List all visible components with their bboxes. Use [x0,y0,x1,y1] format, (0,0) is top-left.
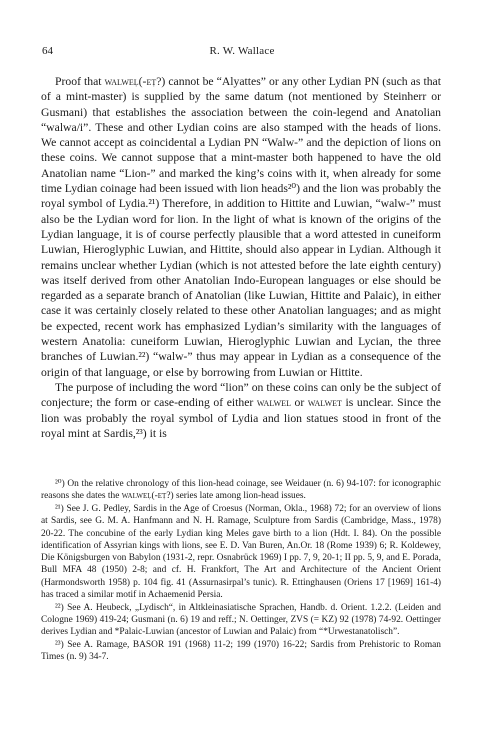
footnote-23: ²³) See A. Ramage, BASOR 191 (1968) 11-2; 199 (1970) 16-22; Sardis from Prehistoric to Roman Times (n. 9) 34-7. [41,639,441,662]
running-head: R. W. Wallace [209,45,275,57]
footnotes [41,478,441,664]
footnote-21: ²¹) See J. G. Pedley, Sardis in the Age of Croesus (Norman, Okla., 1968) 72; for an overview of lions at Sardis, see G. M. A. Hanfmann and N. H. Ramage, Sculpture from Sardis (Cambridge, Mass., 1978) 20-22. The concubine of the early Lydian king Meles gave birth to a lion (Hdt. I. 84). On the possible identification of Assyrian kings with lions, see E. D. Van Buren, An.Or. 18 (Rome 1939) 6; R. Koldewey, Die Königsburgen von Babylon (1931-2, repr. Osnabrück 1969) I pp. 7, 9, 20-1; II pp. 5, 9, and E. Porada, Bull MFA 48 (1950) 2-8; and cf. H. Frankfort, The Art and Architecture of the Ancient Orient (Harmondsworth 1958) p. 104 fig. 41 (Assurnasirpal’s tunic). R. Ettinghausen (Oriens 17 [1969] 161-4) has traced a similar motif in Achaemenid Persia. [41,504,441,600]
body-paragraph: Proof that walweḷ(-eṭ?) cannot be “Alyattes” or any other Lydian PN (such as that of a mint-master) is supplied by the same datum (not mentioned by Steinherr or Gusmani) that establishes the association between the coin-legend and Anatolian “walwa/i”. These and other Lydian coins are also stamped with the heads of lions. We cannot accept as coincidental a Lydian PN “Walw-” and the depiction of lions on these coins. We cannot suppose that a mint-master both happened to have the old Anatolian name “Lion-” and marked the king’s coins with it, when already for some time Lydian coinage had been issued with lion heads²⁰) and the lion was probably the royal symbol of Lydia.²¹) Therefore, in addition to Hittite and Luwian, “walw-” must also be the Lydian word for lion. In the light of what is known of the origins of the Lydian language, it is of course perfectly plausible that a word attested in cuneiform Luwian, Hieroglyphic Luwian, and Hittite, should also appear in Lydian. Although it remains unclear whether Lydian (which is not attested before the late eighth century) was itself derived from other Anatolian Indo-European languages or else should be regarded as a separate branch of Anatolian (like Luwian, Hittite and Palaic), in either case it was certainly closely related to these other Anatolian languages; and as might be expected, recent work has emphasized Lydian’s similarity with the languages of western Anatolia: cuneiform Luwian, Hieroglyphic Luwian and Lycian, the three branches of Luwian.²²) “walw-” thus may appear in Lydian as a consequence of the origin of that language, or else by borrowing from Luwian or Hittite. [41,75,441,379]
footnote-22: ²²) See A. Heubeck, „Lydisch“, in Altkleinasiatische Sprachen, Handb. d. Orient. 1.2.2. (Leiden and Cologne 1969) 419-24; Gusmani (n. 6) 19 and reff.; N. Oettinger, ZVS (= KZ) 92 (1978) 74-92. Oettinger derives Lydian and *Palaic-Luwian (ancestor of Luwian and Palaic) from “*Urwestanatolisch”. [41,602,441,637]
coin-legend: walwel [256,396,291,410]
body-text [41,74,441,441]
coin-legend: walweḷ(-eṭ?) [104,75,166,88]
coin-legend: walweḷ(-eṭ?) [121,491,174,502]
coin-legend: walwet [307,396,342,410]
page-number: 64 [42,45,53,57]
footnote-20: ²⁰) On the relative chronology of this lion-head coinage, see Weidauer (n. 6) 94-107: for iconographic reasons she dates the walweḷ(-eṭ?) series late among lion-head issues. [41,479,441,502]
page-header [42,45,442,59]
body-paragraph: The purpose of including the word “lion” on these coins can only be the subject of conjecture; the form or case-ending of either walwel or walwet is unclear. Since the lion was probably the royal symbol of Lydia and lion statues stood in front of the royal mint at Sardis,²³) it is [41,380,441,440]
